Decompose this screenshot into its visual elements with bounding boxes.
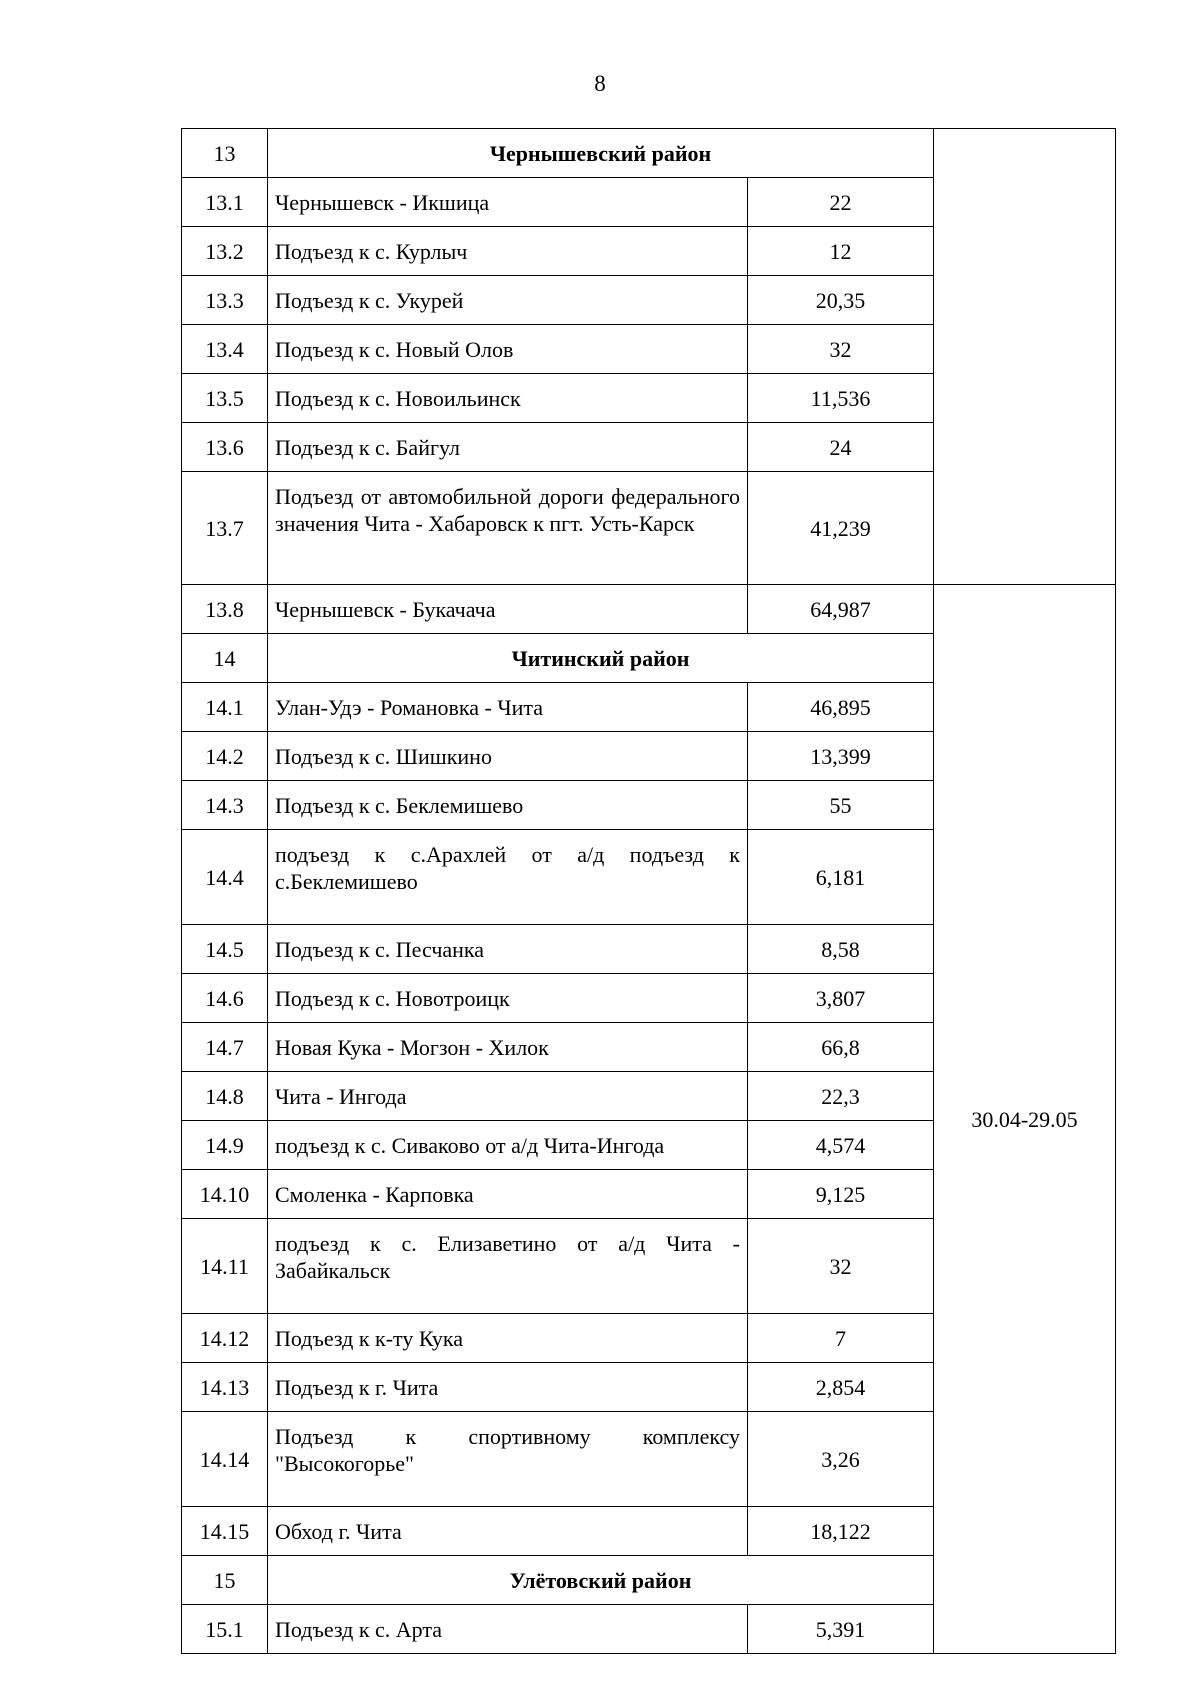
row-number: 13.8 [182,585,268,634]
row-number: 14.2 [182,732,268,781]
period-cell [934,129,1116,585]
road-length: 66,8 [748,1023,934,1072]
road-name: Улан-Удэ - Романовка - Чита [268,683,748,732]
road-name: Подъезд к с. Укурей [268,276,748,325]
row-number: 14.12 [182,1314,268,1363]
road-length: 8,58 [748,925,934,974]
road-name: Подъезд к с. Беклемишево [268,781,748,830]
road-length: 24 [748,423,934,472]
road-name: Подъезд к с. Шишкино [268,732,748,781]
section-row [182,129,1116,178]
road-name: Подъезд к с. Арта [268,1605,748,1654]
road-length: 18,122 [748,1507,934,1556]
road-length: 3,807 [748,974,934,1023]
row-number: 14.6 [182,974,268,1023]
road-length: 22 [748,178,934,227]
row-number: 14.9 [182,1121,268,1170]
road-name: Чернышевск - Икшица [268,178,748,227]
road-name: подъезд к с.Арахлей от а/д подъезд к с.Беклемишево [268,830,748,925]
road-name: Подъезд к с. Байгул [268,423,748,472]
road-length: 5,391 [748,1605,934,1654]
road-length: 9,125 [748,1170,934,1219]
row-number: 14.13 [182,1363,268,1412]
road-length: 7 [748,1314,934,1363]
row-number: 13 [182,129,268,178]
road-name: Чита - Ингода [268,1072,748,1121]
road-name: Чернышевск - Букачача [268,585,748,634]
road-length: 55 [748,781,934,830]
road-name: Подъезд к с. Новый Олов [268,325,748,374]
row-number: 14 [182,634,268,683]
road-length: 11,536 [748,374,934,423]
row-number: 14.11 [182,1219,268,1314]
row-number: 13.4 [182,325,268,374]
road-length: 13,399 [748,732,934,781]
road-length: 32 [748,1219,934,1314]
road-length: 4,574 [748,1121,934,1170]
road-name: Подъезд к с. Новотроицк [268,974,748,1023]
row-number: 14.14 [182,1412,268,1507]
road-length: 41,239 [748,472,934,585]
roads-table [181,128,1116,1654]
row-number: 13.7 [182,472,268,585]
road-name: Подъезд от автомобильной дороги федерального значения Чита - Хабаровск к пгт. Усть-Карск [268,472,748,585]
row-number: 13.3 [182,276,268,325]
row-number: 15 [182,1556,268,1605]
road-length: 64,987 [748,585,934,634]
section-title: Улётовский район [268,1556,934,1605]
row-number: 14.3 [182,781,268,830]
row-number: 14.4 [182,830,268,925]
section-title: Читинский район [268,634,934,683]
row-number: 14.1 [182,683,268,732]
row-number: 15.1 [182,1605,268,1654]
road-length: 20,35 [748,276,934,325]
road-name: Подъезд к с. Курлыч [268,227,748,276]
page-number: 8 [594,71,606,96]
road-length: 32 [748,325,934,374]
road-name: Подъезд к г. Чита [268,1363,748,1412]
row-number: 13.2 [182,227,268,276]
road-name: Новая Кука - Могзон - Хилок [268,1023,748,1072]
road-name: подъезд к с. Сиваково от а/д Чита-Ингода [268,1121,748,1170]
row-number: 14.7 [182,1023,268,1072]
road-name: Подъезд к спортивному комплексу "Высокогорье" [268,1412,748,1507]
road-length: 2,854 [748,1363,934,1412]
row-number: 14.15 [182,1507,268,1556]
road-name: Обход г. Чита [268,1507,748,1556]
row-number: 14.5 [182,925,268,974]
road-length: 22,3 [748,1072,934,1121]
row-number: 14.8 [182,1072,268,1121]
row-number: 13.5 [182,374,268,423]
road-length: 12 [748,227,934,276]
road-name: Подъезд к к-ту Кука [268,1314,748,1363]
road-length: 46,895 [748,683,934,732]
row-number: 13.1 [182,178,268,227]
row-number: 14.10 [182,1170,268,1219]
road-length: 6,181 [748,830,934,925]
road-name: Подъезд к с. Песчанка [268,925,748,974]
road-name: Смоленка - Карповка [268,1170,748,1219]
road-length: 3,26 [748,1412,934,1507]
section-title: Чернышевский район [268,129,934,178]
road-name: подъезд к с. Елизаветино от а/д Чита - Забайкальск [268,1219,748,1314]
row-number: 13.6 [182,423,268,472]
road-name: Подъезд к с. Новоильинск [268,374,748,423]
table-row [182,585,1116,634]
period-cell: 30.04-29.05 [934,585,1116,1654]
